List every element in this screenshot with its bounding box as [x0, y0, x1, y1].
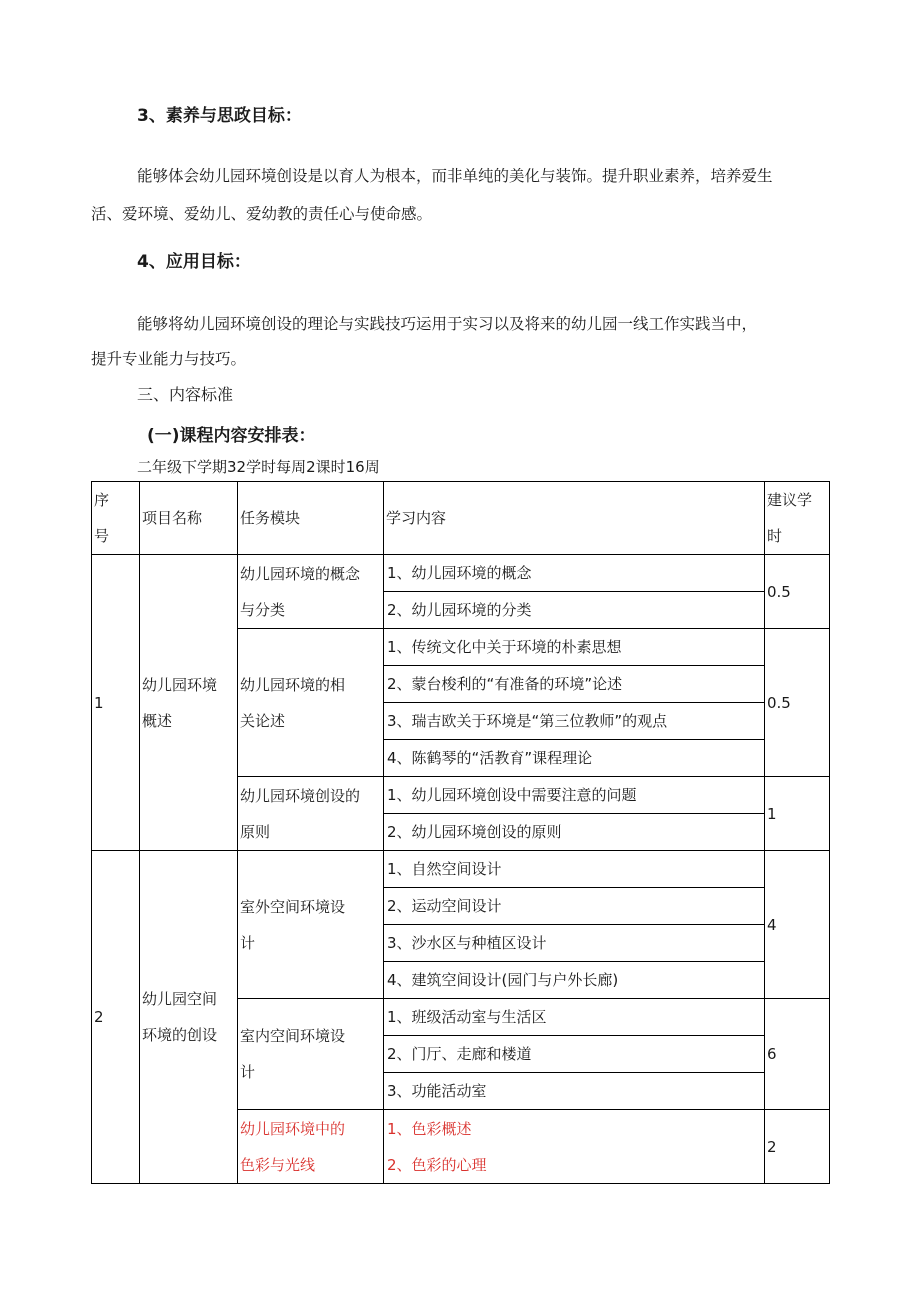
content-item: 3、瑞吉欧关于环境是“第三位教师”的观点 [384, 703, 764, 740]
project-name: 幼儿园环境 概述 [140, 555, 238, 851]
content-cell [384, 851, 765, 999]
hours-cell: 6 [765, 999, 830, 1110]
project-name: 幼儿园空间 环境的创设 [140, 851, 238, 1184]
task-module: 室内空间环境设 计 [238, 999, 384, 1110]
content-item: 2、色彩的心理 [387, 1155, 487, 1174]
content-item: 2、蒙台梭利的“有准备的环境”论述 [384, 666, 764, 703]
content-cell [384, 777, 765, 851]
content-item: 2、幼儿园环境的分类 [387, 601, 532, 619]
task-module: 幼儿园环境中的 色彩与光线 [238, 1110, 384, 1184]
header-seq: 序 号 [92, 482, 140, 555]
content-item: 2、运动空间设计 [384, 888, 764, 925]
paragraph-line: 能够将幼儿园环境创设的理论与实践技巧运用于实习以及将来的幼儿园一线工作实践当中， [137, 315, 758, 333]
content-cell [384, 1110, 765, 1184]
content-item: 1、传统文化中关于环境的朴素思想 [384, 629, 764, 666]
content-item: 1、班级活动室与生活区 [384, 999, 764, 1036]
content-item: 2、幼儿园环境创设的原则 [387, 823, 562, 841]
paragraph-line: 活、爱环境、爱幼儿、爱幼教的责任心与使命感。 [91, 205, 433, 223]
project-seq: 1 [92, 555, 140, 851]
content-item: 3、功能活动室 [387, 1082, 487, 1100]
header-hours: 建议学 时 [765, 482, 830, 555]
task-module: 幼儿园环境的概念 与分类 [238, 555, 384, 629]
paragraph-line: 能够体会幼儿园环境创设是以育人为根本，而非单纯的美化与装饰。提升职业素养，培养爱生 [137, 167, 773, 185]
task-module: 幼儿园环境的相 关论述 [238, 629, 384, 777]
task-module: 幼儿园环境创设的 原则 [238, 777, 384, 851]
hours-cell: 1 [765, 777, 830, 851]
content-cell [384, 555, 765, 629]
content-item: 3、沙水区与种植区设计 [384, 925, 764, 962]
header-task: 任务模块 [238, 482, 384, 555]
section-title-literacy-goals: 3、素养与思政目标： [137, 106, 302, 126]
content-item: 4、建筑空间设计(园门与户外长廊) [387, 971, 619, 989]
table-title: (一)课程内容安排表： [147, 426, 316, 446]
paragraph-line: 提升专业能力与技巧。 [91, 350, 247, 368]
task-module: 室外空间环境设 计 [238, 851, 384, 999]
content-cell [384, 999, 765, 1110]
course-schedule-table [91, 481, 830, 1184]
hours-cell: 0.5 [765, 555, 830, 629]
content-item: 1、幼儿园环境创设中需要注意的问题 [384, 777, 764, 814]
table-caption: 二年级下学期32学时每周2课时16周 [137, 458, 380, 476]
hours-cell: 0.5 [765, 629, 830, 777]
hours-cell: 4 [765, 851, 830, 999]
part-title-content-standard: 三、内容标准 [137, 385, 234, 404]
header-project: 项目名称 [140, 482, 238, 555]
table-row [92, 851, 830, 999]
content-item: 4、陈鹤琴的“活教育”课程理论 [387, 749, 593, 767]
content-cell [384, 629, 765, 777]
table-header-row [92, 482, 830, 555]
content-item: 1、色彩概述 [387, 1119, 472, 1138]
content-item: 1、自然空间设计 [384, 851, 764, 888]
table-row [92, 555, 830, 629]
project-seq: 2 [92, 851, 140, 1184]
header-content: 学习内容 [384, 482, 765, 555]
content-item: 1、幼儿园环境的概念 [384, 555, 764, 592]
section-title-application-goals: 4、应用目标： [137, 252, 251, 272]
content-item: 2、门厅、走廊和楼道 [384, 1036, 764, 1073]
hours-cell: 2 [765, 1110, 830, 1184]
